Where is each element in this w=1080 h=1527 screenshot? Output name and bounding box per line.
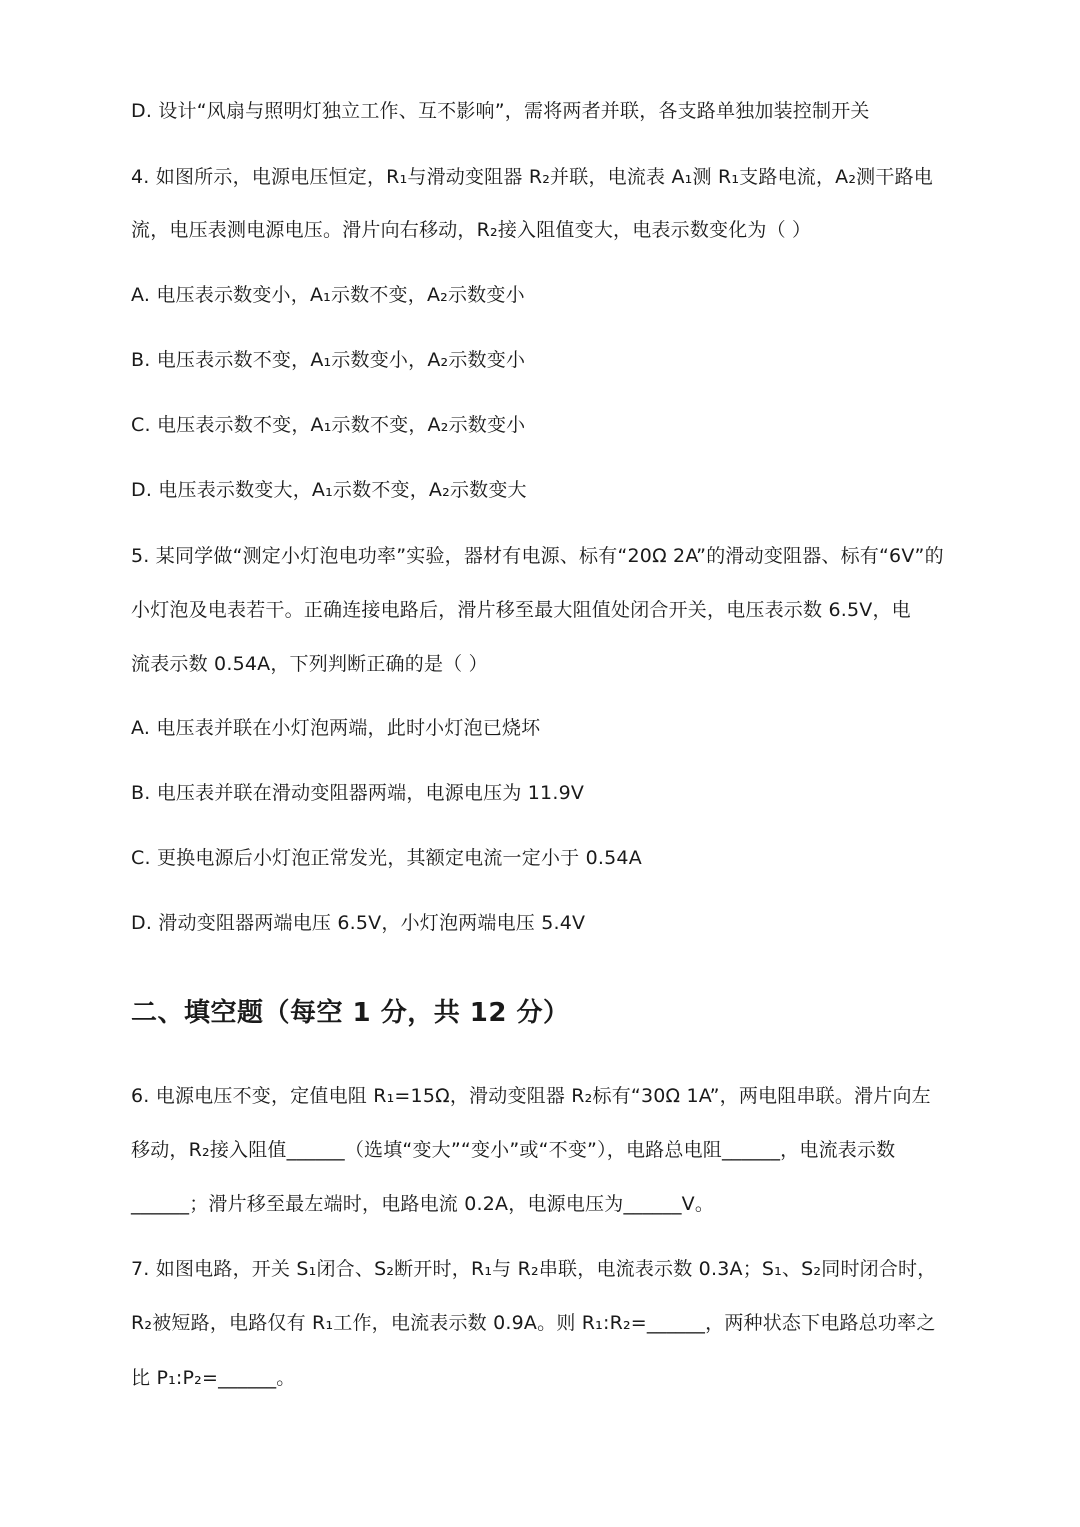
q5-option-b: B. 电压表并联在滑动变阻器两端，电源电压为 11.9V — [131, 782, 585, 804]
q5-option-d: D. 滑动变阻器两端电压 6.5V，小灯泡两端电压 5.4V — [131, 912, 586, 934]
q4-option-a: A. 电压表示数变小，A₁示数不变，A₂示数变小 — [131, 284, 525, 306]
q5-stem-line-3: 流表示数 0.54A，下列判断正确的是（ ） — [131, 653, 488, 675]
q4-option-d: D. 电压表示数变大，A₁示数不变，A₂示数变大 — [131, 479, 527, 501]
q6-stem-line-1: 6. 电源电压不变，定值电阻 R₁=15Ω，滑动变阻器 R₂标有“30Ω 1A”，两电阻串联。滑片向左 — [131, 1085, 931, 1107]
q5-option-c: C. 更换电源后小灯泡正常发光，其额定电流一定小于 0.54A — [131, 847, 642, 869]
q4-option-c: C. 电压表示数不变，A₁示数不变，A₂示数变小 — [131, 414, 526, 436]
q5-stem-line-2: 小灯泡及电表若干。正确连接电路后，滑片移至最大阻值处闭合开关，电压表示数 6.5V，电 — [131, 599, 911, 621]
q5-option-a: A. 电压表并联在小灯泡两端，此时小灯泡已烧坏 — [131, 717, 541, 739]
q6-stem-line-2: 移动，R₂接入阻值______（选填“变大”“变小”或“不变”），电路总电阻______，电流表示数 — [131, 1139, 896, 1161]
q4-stem-line-2: 流，电压表测电源电压。滑片向右移动，R₂接入阻值变大，电表示数变化为（ ） — [131, 219, 812, 241]
q3-option-d: D. 设计“风扇与照明灯独立工作、互不影响”，需将两者并联，各支路单独加装控制开关 — [131, 100, 870, 122]
section-heading-fill-in: 二、填空题（每空 1 分，共 12 分） — [131, 998, 570, 1028]
q4-option-b: B. 电压表示数不变，A₁示数变小，A₂示数变小 — [131, 349, 526, 371]
q6-stem-line-3: ______；滑片移至最左端时，电路电流 0.2A，电源电压为______V。 — [131, 1193, 715, 1215]
q5-stem-line-1: 5. 某同学做“测定小灯泡电功率”实验，器材有电源、标有“20Ω 2A”的滑动变阻器、标有“6V”的 — [131, 545, 944, 567]
q4-stem-line-1: 4. 如图所示，电源电压恒定，R₁与滑动变阻器 R₂并联，电流表 A₁测 R₁支路电流，A₂测干路电 — [131, 166, 933, 188]
q7-stem-line-1: 7. 如图电路，开关 S₁闭合、S₂断开时，R₁与 R₂串联，电流表示数 0.3A；S₁、S₂同时闭合时， — [131, 1258, 937, 1280]
q7-stem-line-2: R₂被短路，电路仅有 R₁工作，电流表示数 0.9A。则 R₁:R₂=______，两种状态下电路总功率之 — [131, 1312, 936, 1334]
q7-stem-line-3: 比 P₁:P₂=______。 — [131, 1367, 296, 1389]
